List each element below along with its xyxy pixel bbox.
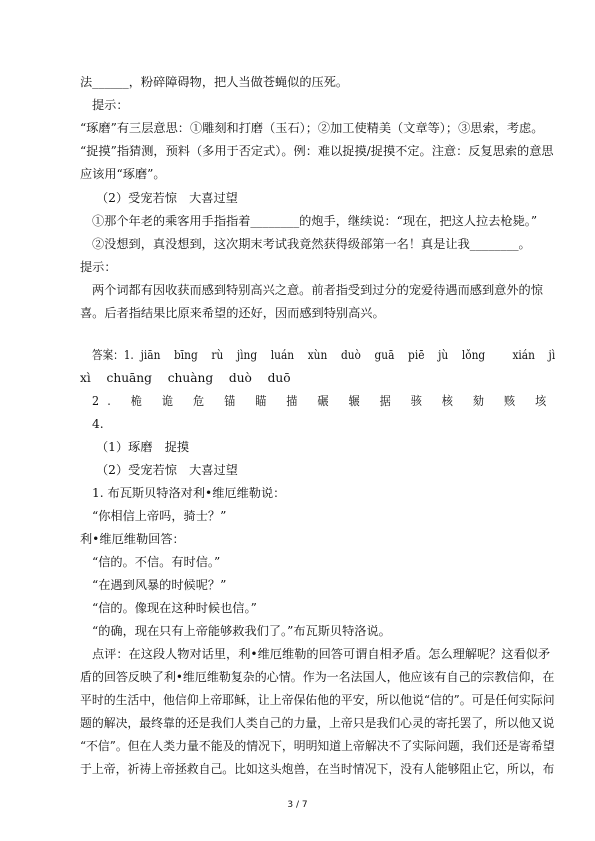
commentary-line: 平时的生活中，他信仰上帝耶稣，让上帝保佑他的平安，所以他说“信的”。可是任何实际问 [80, 693, 555, 707]
text-line: 法______，粉碎障碍物，把人当做苍蝇似的压死。 [80, 75, 349, 89]
dialogue-line: “在遇到风暴的时候呢？” [92, 578, 227, 592]
text-line: 喜。后者指结果比原来希望的还好，因而感到特别高兴。 [80, 306, 385, 320]
hint-label: 提示： [80, 260, 117, 274]
answer-line: （1）琢磨 捉摸 [96, 440, 190, 454]
text-line: ②没想到，真没想到，这次期末考试我竟然获得级部第一名！真是让我________。 [92, 237, 531, 251]
text-line: “捉摸”指猜测，预料（多用于否定式）。例：难以捉摸/捉摸不定。注意：反复思索的意思 [80, 144, 554, 158]
text-line: 应该用“琢磨”。 [80, 167, 166, 181]
text-line: 两个词都有因收获而感到特别高兴之意。前者指受到过分的宠爱待遇而感到意外的惊 [92, 283, 543, 297]
dialogue-line: “信的。不信。有时信。” [92, 555, 221, 569]
question-heading: （2）受宠若惊 大喜过望 [96, 191, 238, 205]
page-number: 3 / 7 [287, 800, 308, 810]
hint-label: 提示： [92, 98, 129, 112]
dialogue-line: 利•维厄维勒回答： [80, 532, 185, 546]
text-line: ①那个年老的乘客用手指指着________的炮手，继续说：“现在，把这人拉去枪毙。” [92, 214, 538, 228]
answer-number: 4. [92, 417, 104, 431]
text-line: “琢磨”有三层意思：①雕刻和打磨（玉石）；②加工使精美（文章等）；③思索，考虑。 [80, 121, 544, 135]
answer-pinyin-line: xì chuāng chuàng duò duō [80, 371, 291, 385]
commentary-line: “不信”。但在人类力量不能及的情况下，明明知道上帝解决不了实际问题，我们还是寄希望 [80, 739, 555, 753]
commentary-line: 盾的回答反映了利•维厄维勒复杂的心情。作为一名法国人，他应该有自己的宗教信仰，在 [80, 670, 555, 684]
answer-characters-line: 2. 桅 诡 危 锚 瞄 描 碾 辗 据 骇 核 劾 赅 垓 [92, 394, 555, 408]
commentary-line: 点评：在这段人物对话里，利•维厄维勒的回答可谓自相矛盾。怎么理解呢？这看似矛 [92, 647, 551, 661]
dialogue-line: “的确，现在只有上帝能够救我们了。”布瓦斯贝特洛说。 [92, 624, 391, 638]
answer-line: （2）受宠若惊 大喜过望 [96, 463, 238, 477]
commentary-line: 题的解决，最终靠的还是我们人类自己的力量，上帝只是我们心灵的寄托罢了，所以他又说 [80, 716, 555, 730]
text-line: 1. 布瓦斯贝特洛对利•维厄维勒说： [92, 486, 286, 500]
dialogue-line: “你相信上帝吗，骑士？” [92, 509, 227, 523]
commentary-line: 于上帝，祈祷上帝拯救自己。比如这头炮兽，在当时情况下，没有人能够阻止它，所以，布 [80, 762, 555, 776]
answer-pinyin-line: 答案：1. jiān bīng rù jìng luán xùn duò guā piē jù lǒng xián jì [92, 348, 556, 362]
dialogue-line: “信的。像现在这种时候也信。” [92, 601, 257, 615]
